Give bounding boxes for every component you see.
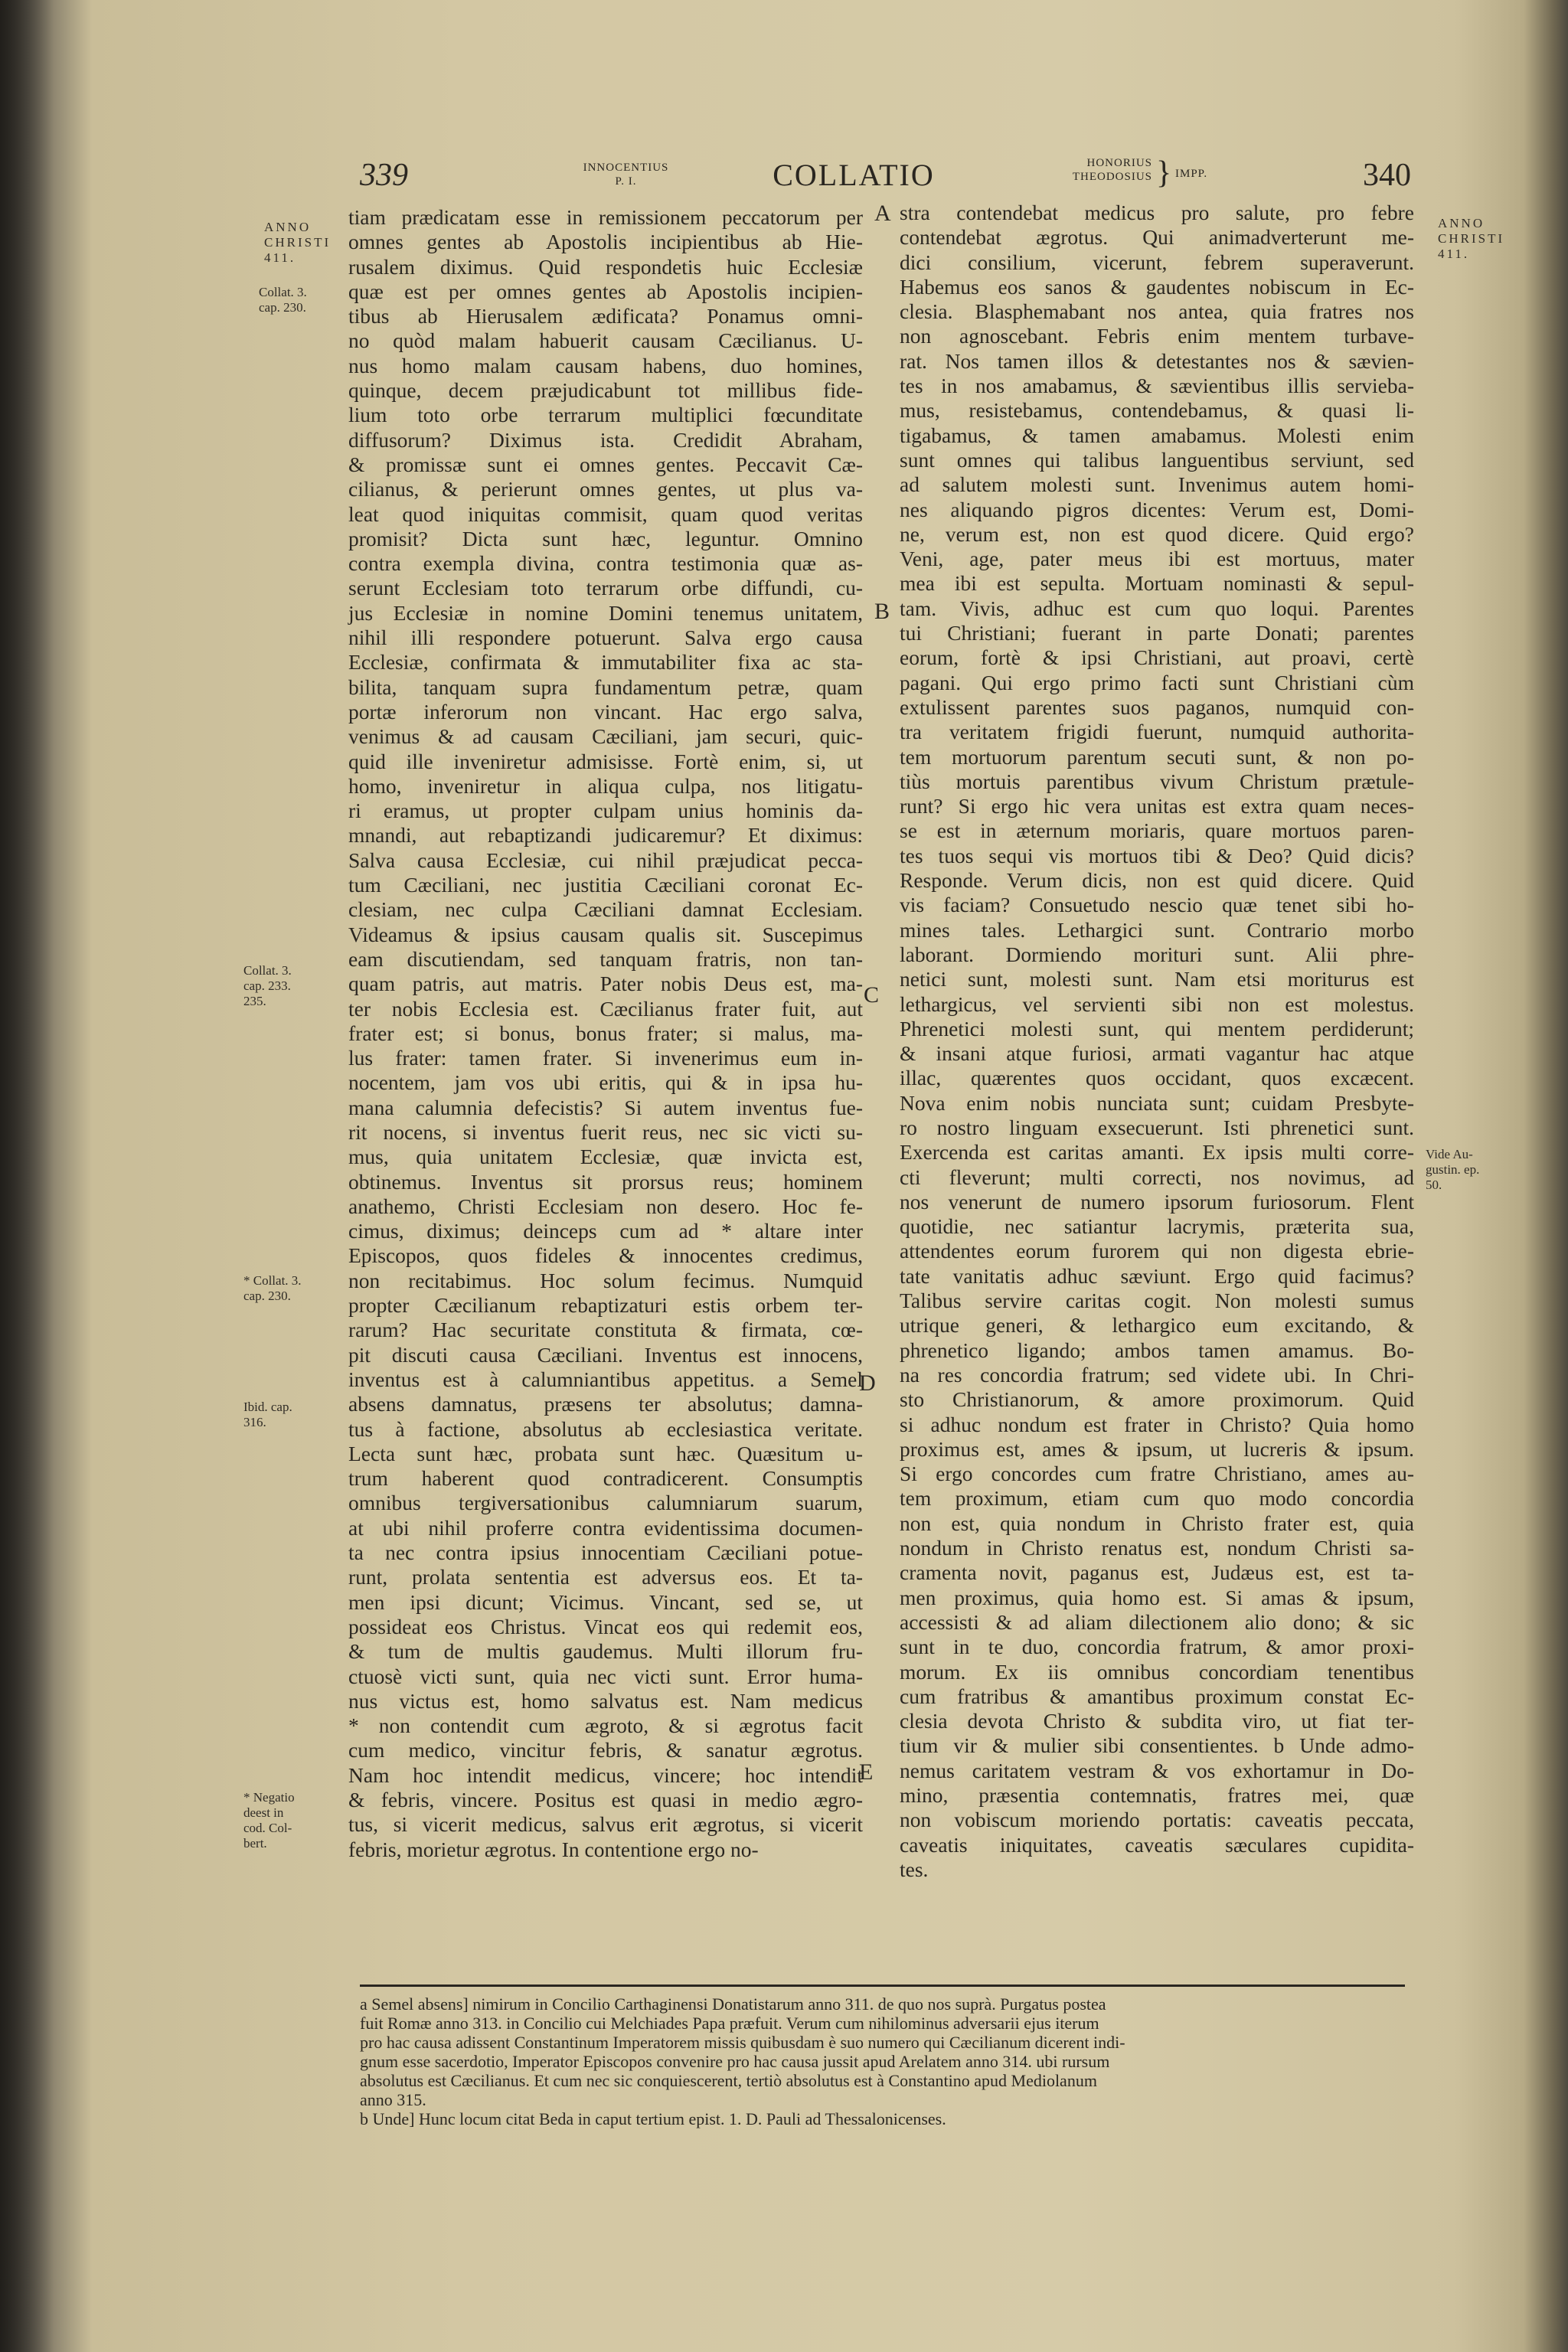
text-line: proximus est, ames & ipsum, ut lucreris & ipsum. [900, 1436, 1414, 1461]
text-line: Si ergo concordes cum fratre Christiano, ames au- [900, 1462, 1414, 1486]
text-line: tum Cæciliani, nec justitia Cæciliani coronat Ec- [348, 873, 863, 897]
text-line: nes aliquando pigros dicentes: Verum est, Domi- [900, 497, 1414, 521]
footnote-line: pro hac causa adissent Constantinum Imperatorem missis quibusdam è suo numero qui Cæcilianum dicerent indi- [360, 2033, 1125, 2052]
text-line: propter Cæcilianum rebaptizaturi estis orbem ter- [348, 1293, 863, 1318]
text-line: ne, verum est, non est quod dicere. Quid ergo? [900, 521, 1414, 546]
text-line: contra exempla divina, contra testimonia quæ as- [348, 551, 863, 576]
text-line: tiùs mortuis parentibus vivum Christum prætule- [900, 769, 1414, 793]
text-line: quam patris, aut matris. Pater nobis Deus est, ma- [348, 972, 863, 996]
text-line: men ipsi dicunt; Vicimus. Vincant, sed se, ut [348, 1589, 863, 1614]
header-left-small [536, 161, 716, 188]
text-line: Veni, age, pater meus ibi est mortuus, mater [900, 547, 1414, 571]
text-line: Habemus eos sanos & gaudentes nobiscum in Ec- [900, 274, 1414, 299]
text-line: tus, si vicerit medicus, salvus erit ægrotus, si vicerit [348, 1812, 863, 1837]
text-line: mana calumnia defecistis? Si autem inventus fue- [348, 1095, 863, 1119]
text-line: non agnoscebant. Febris enim mentem turbave- [900, 324, 1414, 348]
text-line: & promissæ sunt ei omnes gentes. Peccavit Cæ- [348, 452, 863, 476]
text-line: rusalem diximus. Quid respondetis huic Ecclesiæ [348, 254, 863, 279]
text-line: sunt omnes qui talibus languentibus serviunt, sed [900, 447, 1414, 472]
text-line: mus, resistebamus, contendebamus, & quasi li- [900, 398, 1414, 423]
text-line: Ecclesiæ, confirmata & immutabiliter fixa ac sta- [348, 650, 863, 675]
text-line: ri eramus, ut propter culpam unius hominis da- [348, 799, 863, 823]
page-number-right: 340 [1363, 158, 1411, 193]
text-line: lus frater: tamen frater. Si invenerimus eum in- [348, 1046, 863, 1070]
text-line: homo, inveniretur in aliqua culpa, nos litigatu- [348, 773, 863, 798]
text-line: Nova enim nobis nunciata sunt; cuidam Presbyte- [900, 1090, 1414, 1115]
margin-note-left-2: Collat. 3. cap. 233. 235. [243, 963, 292, 1008]
text-line: pagani. Qui ergo primo facti sunt Christiani cùm [900, 670, 1414, 694]
text-line: absens damnatus, præsens ter absolutus; damna- [348, 1392, 863, 1416]
page-number-left: 339 [360, 158, 408, 193]
text-line: trum haberent quod contradicerent. Consumptis [348, 1466, 863, 1491]
margin-anno-right: ANNO CHRISTI 411. [1438, 216, 1505, 261]
text-line: extulissent parentes suos paganos, numquid con- [900, 694, 1414, 719]
margin-anno-left: ANNO CHRISTI 411. [264, 220, 332, 265]
text-line: diffusorum? Diximus ista. Credidit Abraham, [348, 427, 863, 452]
text-line: quid ille inveniretur admisisse. Fortè enim, si, ut [348, 749, 863, 773]
text-line: se est in æternum moriaris, quare mortuos paren- [900, 818, 1414, 843]
text-line: morum. Ex iis omnibus concordiam tenentibus [900, 1659, 1414, 1684]
text-line: ro nostro linguam exsecuerunt. Isti phrenetici sunt. [900, 1115, 1414, 1139]
text-line: cum medico, vincitur febris, & sanatur ægrotus. [348, 1738, 863, 1762]
margin-note-left-5: * Negatio deest in cod. Col- bert. [243, 1790, 295, 1851]
text-line: lium toto orbe terrarum multiplici fœcunditate [348, 403, 863, 427]
text-line: Responde. Verum dicis, non est quid dicere. Quid [900, 868, 1414, 893]
text-line: ctuosè victi sunt, quia nec victi sunt. Error huma- [348, 1664, 863, 1688]
text-line: runt, prolata sententia est adversus eos. Et ta- [348, 1565, 863, 1589]
text-line: tium vir & mulier sibi consentientes. b Unde admo- [900, 1733, 1414, 1758]
text-line: cilianus, & perierunt omnes gentes, ut plus va- [348, 477, 863, 501]
margin-note-left-1: Collat. 3. cap. 230. [259, 285, 307, 315]
margin-note-left-4: Ibid. cap. 316. [243, 1400, 292, 1429]
text-line: cti fleverunt; multi correcti, nos novimus, ad [900, 1165, 1414, 1189]
text-line: mea ibi est sepulta. Mortuam nominasti & sepul- [900, 571, 1414, 596]
text-line: bilita, tanquam supra fundamentum petræ, quam [348, 675, 863, 699]
text-line: febris, morietur ægrotus. In contentione ergo no- [348, 1837, 759, 1861]
text-line: illac, quærentes quos occidant, quos excæcent. [900, 1066, 1414, 1090]
text-line: caveatis iniquitates, caveatis sæculares cupidita- [900, 1832, 1414, 1857]
text-line: & febris, vincere. Positus est quasi in medio ægro- [348, 1788, 863, 1811]
text-line: tibus ab Hierusalem ædificata? Ponamus omni- [348, 304, 863, 328]
text-line: tiam prædicatam esse in remissionem peccatorum per [348, 205, 863, 229]
header-right-line2: THEODOSIUS [1072, 171, 1152, 183]
text-line: tes tuos sequi vis mortuos tibi & Deo? Quid dicis? [900, 843, 1414, 867]
text-line: dici consilium, vicerunt, febrem superaverunt. [900, 250, 1414, 274]
text-line: nocentem, jam vos ubi eritis, qui & in ipsa hu- [348, 1070, 863, 1095]
text-line: non vobiscum moriendo portatis: caveatis peccata, [900, 1808, 1414, 1832]
text-column-left [348, 205, 863, 1862]
text-line: jus Ecclesiæ in nomine Domini tenemus unitatem, [348, 600, 863, 625]
text-line: rat. Nos tamen illos & detestantes nos & sævien- [900, 348, 1414, 373]
text-line: nihil illi respondere potuerunt. Salva ergo causa [348, 626, 863, 650]
text-line: Salva causa Ecclesiæ, cui nihil præjudicat pecca- [348, 848, 863, 872]
text-line: si adhuc nondum est frater in Christo? Quia homo [900, 1412, 1414, 1436]
text-line: quotidie, nec satiantur lacrymis, præterita sua, [900, 1214, 1414, 1239]
text-line: anathemo, Christi Ecclesiam non desero. Hoc fe- [348, 1194, 863, 1218]
text-line: lethargicus, vel servienti sibi non est molestus. [900, 991, 1414, 1016]
text-line: ter nobis Ecclesia est. Cæcilianus frater fuit, aut [348, 996, 863, 1021]
text-line: eam discutiendam, sed tanquam fratris, non tan- [348, 946, 863, 971]
text-line: tate vanitatis adhuc sæviunt. Ergo quid facimus? [900, 1263, 1414, 1288]
text-line: Episcopos, quos fideles & innocentes credimus, [348, 1243, 863, 1268]
text-line: pit discuti causa Cæciliani. Inventus est innocens, [348, 1342, 863, 1367]
footnote-line: b Unde] Hunc locum citat Beda in caput tertium epist. 1. D. Pauli ad Thessalonicenses. [360, 2109, 946, 2128]
footnote-rule [360, 1984, 1405, 1987]
text-line: at ubi nihil proferre contra evidentissima documen- [348, 1515, 863, 1540]
text-line: tes. [900, 1857, 929, 1881]
text-line: tus à factione, absolutus ab ecclesiastica veritate. [348, 1416, 863, 1441]
text-line: laborant. Dormiendo morituri sunt. Alii phre- [900, 942, 1414, 966]
footnote-line: absolutus est Cæcilianus. Et cum nec sic conquiescerent, tertiò absolutus est à Constantino apud Mediolanum [360, 2071, 1097, 2090]
spine-shadow [0, 0, 54, 2352]
text-line: utrique generi, & lethargico eum excitando, & [900, 1313, 1414, 1338]
text-line: ad salutem molesti sunt. Invenimus autem homi- [900, 472, 1414, 497]
text-line: Phrenetici molesti sunt, qui mentem perdiderunt; [900, 1016, 1414, 1040]
section-letter-d: D [859, 1370, 876, 1396]
text-line: nondum in Christo renatus est, nondum Christi sa- [900, 1536, 1414, 1560]
text-line: clesia devota Christo & subdita viro, ut fiat ter- [900, 1709, 1414, 1733]
header-right-small [1037, 156, 1152, 184]
section-letter-a: A [874, 201, 891, 226]
text-column-right [900, 201, 1414, 1882]
text-line: sto Christianorum, & amore proximorum. Quid [900, 1387, 1414, 1412]
text-line: contendebat ægrotus. Qui animadverterunt me- [900, 225, 1414, 250]
text-line: mino, præsentia contemnatis, fratres mei, quæ [900, 1783, 1414, 1807]
text-line: nos venerunt de numero ipsorum furiosorum. Flent [900, 1189, 1414, 1214]
text-line: nus homo malam causam habens, duo homines, [348, 353, 863, 377]
text-line: & tum de multis gaudemus. Multi illorum fru- [348, 1639, 863, 1664]
margin-note-right-1: Vide Au- gustin. ep. 50. [1426, 1147, 1480, 1192]
margin-note-left-3: * Collat. 3. cap. 230. [243, 1273, 302, 1303]
text-line: sunt in te duo, concordia fratrum, & amor proxi- [900, 1635, 1414, 1659]
text-line: rit nocens, si inventus fuerit reus, nec sic victi su- [348, 1119, 863, 1144]
text-line: non est, quia nondum in Christo frater est, quia [900, 1511, 1414, 1535]
text-line: quinque, decem præjudicabunt tot millibus fide- [348, 378, 863, 403]
text-line: cum fratribus & amantibus proximum constat Ec- [900, 1684, 1414, 1708]
header-left-line1: INNOCENTIUS [583, 162, 669, 174]
text-line: vis faciam? Consuetudo nescio quæ tenet sibi ho- [900, 893, 1414, 917]
text-line: inventus est à calumniantibus appetitus. a Semel [348, 1367, 863, 1391]
text-line: tem proximum, etiam cum quo modo concordia [900, 1486, 1414, 1511]
text-line: leat quod iniquitas commisit, quam quod veritas [348, 501, 863, 526]
text-line: mines tales. Lethargici sunt. Contrario morbo [900, 917, 1414, 942]
text-line: promisit? Dicta sunt hæc, leguntur. Omnino [348, 526, 863, 550]
text-line: * non contendit cum ægroto, & si ægrotus facit [348, 1713, 863, 1738]
text-line: nemus caritatem vestram & vos exhortamur in Do- [900, 1758, 1414, 1782]
text-line: venimus & ad causam Cæciliani, jam securi, quic- [348, 724, 863, 749]
footnote-line: fuit Romæ anno 313. in Concilio cui Melchiades Papa præfuit. Verum cum nihilominus adversarii ejus iterum [360, 2014, 1099, 2033]
text-line: & insani atque furiosi, armati vagantur hac atque [900, 1041, 1414, 1066]
header-right-line1: HONORIUS [1086, 157, 1152, 169]
text-line: cimus, diximus; deinceps cum ad * altare inter [348, 1219, 863, 1243]
text-line: tui Christiani; fuerant in parte Donati; parentes [900, 621, 1414, 645]
text-line: attendentes eorum furorem qui non digesta ebrie- [900, 1239, 1414, 1263]
text-line: mnandi, aut rebaptizandi judicaremur? Et diximus: [348, 823, 863, 848]
text-line: tam. Vivis, adhuc est cum quo loqui. Parentes [900, 596, 1414, 620]
text-line: tra veritatem frigidi fuerunt, numquid authorita- [900, 720, 1414, 744]
text-line: omnibus tergiversationibus calumniarum suarum, [348, 1491, 863, 1515]
header-impp: IMPP. [1175, 168, 1208, 180]
text-line: Lecta sunt hæc, probata sunt hæc. Quæsitum u- [348, 1441, 863, 1465]
footnotes [360, 1994, 1409, 2128]
footnote-line: gnum esse sacerdotio, Imperator Episcopos convenire pro hac causa jussit apud Arelatem anno 314. ubi rursum [360, 2052, 1110, 2071]
text-line: serunt Ecclesiam toto terrarum orbe diffundi, cu- [348, 576, 863, 600]
text-line: Exercenda est caritas amanti. Ex ipsis multi corre- [900, 1140, 1414, 1165]
text-line: netici sunt, molesti sunt. Nam etsi moriturus est [900, 967, 1414, 991]
section-letter-c: C [864, 982, 880, 1008]
text-line: Videamus & ipsius causam qualis sit. Suscepimus [348, 922, 863, 946]
running-title: COLLATIO [773, 158, 935, 192]
text-line: tes in nos amabamus, & sævientibus illis servieba- [900, 374, 1414, 398]
text-line: frater est; si bonus, bonus frater; si malus, ma- [348, 1021, 863, 1045]
text-line: clesia. Blasphemabant nos antea, quia fratres nos [900, 299, 1414, 324]
text-line: omnes gentes ab Apostolis incipientibus ab Hie- [348, 230, 863, 254]
footnote-line: anno 315. [360, 2090, 426, 2109]
text-line: no quòd malam habuerit causam Cæcilianus. U- [348, 328, 863, 353]
text-line: accessisti & ad aliam dilectionem alio dono; & sic [900, 1609, 1414, 1634]
text-line: quæ est per omnes gentes ab Apostolis incipien- [348, 279, 863, 303]
text-line: cramenta novit, paganus est, Judæus est, est ta- [900, 1560, 1414, 1585]
header-left-line2: P. I. [615, 175, 637, 188]
text-line: tigabamus, & tamen amabamus. Molesti enim [900, 423, 1414, 447]
text-line: men proximus, quia homo est. Si amas & ipsum, [900, 1585, 1414, 1609]
text-line: rarum? Hac securitate constituta & firmata, cœ- [348, 1318, 863, 1342]
text-line: ta nec contra ipsius innocentiam Cæciliani potue- [348, 1540, 863, 1565]
text-line: nus victus est, homo salvatus est. Nam medicus [348, 1688, 863, 1713]
section-letter-b: B [874, 599, 890, 624]
text-line: mus, quia unitatem Ecclesiæ, quæ invicta est, [348, 1145, 863, 1169]
text-line: clesiam, nec culpa Cæciliani damnat Ecclesiam. [348, 897, 863, 922]
text-line: runt? Si ergo hic vera unitas est extra quam neces- [900, 794, 1414, 818]
text-line: phrenetico ligando; ambos tamen amamus. Bo- [900, 1338, 1414, 1362]
footnote-line: a Semel absens] nimirum in Concilio Carthaginensi Donatistarum anno 311. de quo nos suprà. Purgatus postea [360, 1994, 1106, 2014]
text-line: na res concordia fratrum; sed videte ubi. In Chri- [900, 1362, 1414, 1387]
text-line: Talibus servire caritas cogit. Non molesti sumus [900, 1289, 1414, 1313]
text-line: possideat eos Christus. Vincat eos qui redemit eos, [348, 1614, 863, 1638]
text-line: Nam hoc intendit medicus, vincere; hoc intendit [348, 1762, 863, 1787]
text-line: non recitabimus. Hoc solum fecimus. Numquid [348, 1268, 863, 1292]
text-line: portæ inferorum non vincant. Hac ergo salva, [348, 699, 863, 724]
text-line: stra contendebat medicus pro salute, pro febre [900, 201, 1414, 224]
text-line: tem mortuorum parentum secuti sunt, & non po- [900, 744, 1414, 769]
text-line: obtinemus. Inventus sit prorsus reus; hominem [348, 1169, 863, 1194]
section-letter-e: E [859, 1759, 874, 1785]
text-line: eorum, fortè & ipsi Christiani, aut proavi, certè [900, 645, 1414, 670]
brace-glyph: } [1156, 155, 1172, 191]
